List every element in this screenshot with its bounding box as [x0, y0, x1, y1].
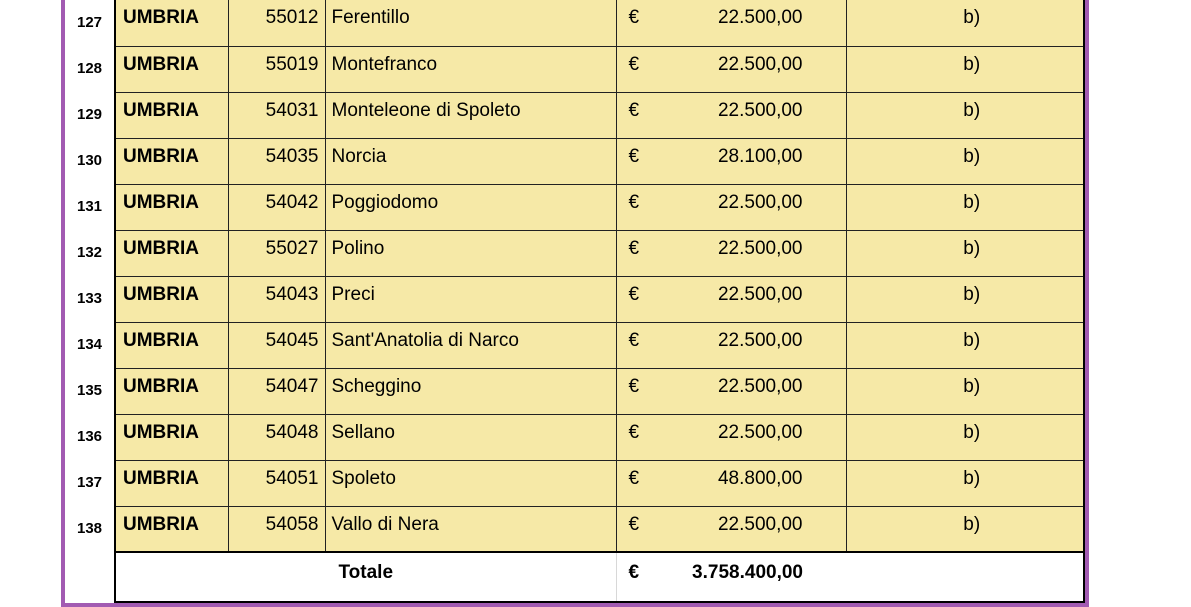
municipality-name-cell: Sant'Anatolia di Narco [325, 322, 616, 368]
amount-value: 28.100,00 [717, 145, 803, 167]
note-cell: b) [846, 138, 1084, 184]
municipality-name-cell: Sellano [325, 414, 616, 460]
region-cell: UMBRIA [115, 0, 228, 46]
row-number: 136 [65, 414, 115, 460]
amount-value: 22.500,00 [717, 7, 803, 28]
amount-cell [616, 230, 846, 276]
istat-code-cell: 54043 [228, 276, 325, 322]
table-row [65, 46, 1084, 92]
total-note-cell [846, 552, 1084, 602]
table-row [65, 230, 1084, 276]
row-number: 137 [65, 460, 115, 506]
table-row [65, 92, 1084, 138]
municipality-name-cell: Vallo di Nera [325, 506, 616, 552]
table-row [65, 276, 1084, 322]
municipality-name-cell: Montefranco [325, 46, 616, 92]
amount-cell [616, 184, 846, 230]
note-cell: b) [846, 414, 1084, 460]
row-number: 129 [65, 92, 115, 138]
amount-cell [616, 322, 846, 368]
table-row [65, 506, 1084, 552]
amount-cell [616, 46, 846, 92]
region-cell: UMBRIA [115, 414, 228, 460]
euro-symbol: € [628, 145, 640, 167]
amount-value: 22.500,00 [717, 237, 803, 259]
region-cell: UMBRIA [115, 276, 228, 322]
row-number: 133 [65, 276, 115, 322]
total-label: Totale [115, 552, 616, 602]
amount-cell [616, 138, 846, 184]
amount-value: 22.500,00 [717, 513, 803, 535]
istat-code-cell: 54042 [228, 184, 325, 230]
amount-value: 22.500,00 [717, 283, 803, 305]
note-cell: b) [846, 368, 1084, 414]
region-cell: UMBRIA [115, 322, 228, 368]
region-cell: UMBRIA [115, 92, 228, 138]
amount-cell [616, 460, 846, 506]
municipality-name-cell: Monteleone di Spoleto [325, 92, 616, 138]
note-cell: b) [846, 322, 1084, 368]
region-cell: UMBRIA [115, 368, 228, 414]
istat-code-cell: 54047 [228, 368, 325, 414]
table-row [65, 0, 1084, 46]
euro-symbol: € [628, 283, 640, 305]
note-cell: b) [846, 276, 1084, 322]
istat-code-cell: 54048 [228, 414, 325, 460]
note-cell: b) [846, 230, 1084, 276]
row-number: 135 [65, 368, 115, 414]
euro-symbol: € [628, 562, 640, 583]
amount-value: 48.800,00 [717, 467, 803, 489]
amount-value: 22.500,00 [717, 53, 803, 75]
note-cell: b) [846, 0, 1084, 46]
municipality-name-cell: Poggiodomo [325, 184, 616, 230]
note-cell: b) [846, 460, 1084, 506]
euro-symbol: € [628, 7, 640, 28]
municipality-name-cell: Spoleto [325, 460, 616, 506]
row-number: 138 [65, 506, 115, 552]
table-row [65, 184, 1084, 230]
euro-symbol: € [628, 329, 640, 351]
euro-symbol: € [628, 421, 640, 443]
note-cell: b) [846, 506, 1084, 552]
total-row-number [65, 552, 115, 602]
istat-code-cell: 55012 [228, 0, 325, 46]
istat-code-cell: 54035 [228, 138, 325, 184]
table-row [65, 322, 1084, 368]
table-row [65, 414, 1084, 460]
municipality-name-cell: Scheggino [325, 368, 616, 414]
total-amount-cell [616, 552, 846, 602]
municipality-name-cell: Norcia [325, 138, 616, 184]
row-number: 132 [65, 230, 115, 276]
amount-value: 22.500,00 [717, 191, 803, 213]
istat-code-cell: 54051 [228, 460, 325, 506]
region-cell: UMBRIA [115, 46, 228, 92]
istat-code-cell: 54031 [228, 92, 325, 138]
amount-cell [616, 368, 846, 414]
amount-value: 22.500,00 [717, 329, 803, 351]
region-cell: UMBRIA [115, 184, 228, 230]
total-row [65, 552, 1084, 602]
amount-cell [616, 276, 846, 322]
amount-cell [616, 0, 846, 46]
note-cell: b) [846, 92, 1084, 138]
istat-code-cell: 55027 [228, 230, 325, 276]
euro-symbol: € [628, 53, 640, 75]
document-frame [61, 0, 1089, 607]
note-cell: b) [846, 184, 1084, 230]
region-cell: UMBRIA [115, 460, 228, 506]
istat-code-cell: 54045 [228, 322, 325, 368]
table-row [65, 368, 1084, 414]
municipality-name-cell: Polino [325, 230, 616, 276]
amount-cell [616, 414, 846, 460]
total-amount-value: 3.758.400,00 [692, 562, 803, 583]
row-number: 130 [65, 138, 115, 184]
region-cell: UMBRIA [115, 506, 228, 552]
region-cell: UMBRIA [115, 138, 228, 184]
amount-value: 22.500,00 [717, 421, 803, 443]
euro-symbol: € [628, 513, 640, 535]
euro-symbol: € [628, 191, 640, 213]
euro-symbol: € [628, 375, 640, 397]
amount-cell [616, 92, 846, 138]
istat-code-cell: 55019 [228, 46, 325, 92]
municipality-name-cell: Ferentillo [325, 0, 616, 46]
municipality-name-cell: Preci [325, 276, 616, 322]
table-row [65, 138, 1084, 184]
amount-value: 22.500,00 [717, 99, 803, 121]
row-number: 127 [65, 0, 115, 46]
note-cell: b) [846, 46, 1084, 92]
amount-cell [616, 506, 846, 552]
amount-value: 22.500,00 [717, 375, 803, 397]
row-number: 134 [65, 322, 115, 368]
euro-symbol: € [628, 467, 640, 489]
municipality-table [65, 0, 1085, 603]
euro-symbol: € [628, 99, 640, 121]
istat-code-cell: 54058 [228, 506, 325, 552]
region-cell: UMBRIA [115, 230, 228, 276]
euro-symbol: € [628, 237, 640, 259]
row-number: 128 [65, 46, 115, 92]
table-row [65, 460, 1084, 506]
row-number: 131 [65, 184, 115, 230]
